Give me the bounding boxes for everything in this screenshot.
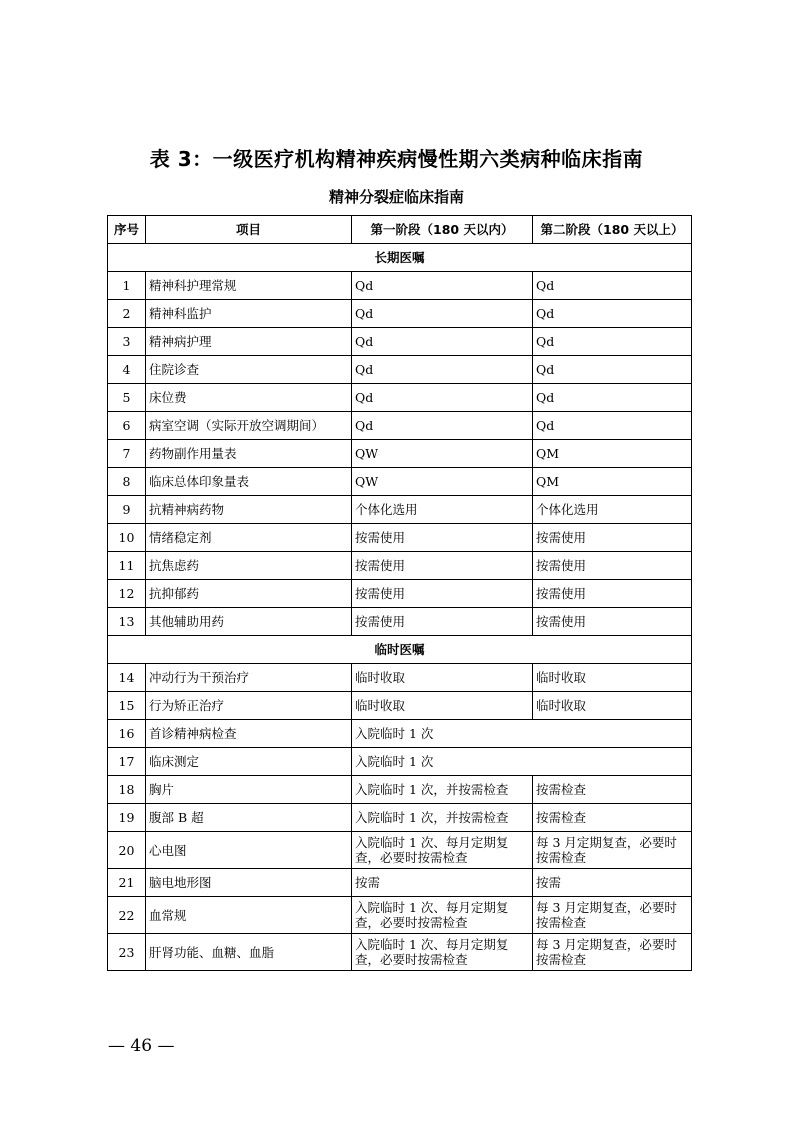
row-item: 精神病护理 [146, 328, 352, 356]
row-stage2: 按需使用 [533, 552, 692, 580]
table-row [108, 664, 692, 692]
row-stage2: 每 3 月定期复查，必要时按需检查 [533, 897, 692, 934]
row-stage1: 个体化选用 [352, 496, 533, 524]
row-stage1: 入院临时 1 次、每月定期复查，必要时按需检查 [352, 934, 533, 971]
table-row [108, 897, 692, 934]
row-number: 4 [108, 356, 146, 384]
row-item: 脑电地形图 [146, 869, 352, 897]
row-number: 18 [108, 776, 146, 804]
table-row [108, 468, 692, 496]
table-row [108, 720, 692, 748]
row-item: 抗抑郁药 [146, 580, 352, 608]
row-item: 临床测定 [146, 748, 352, 776]
row-number: 9 [108, 496, 146, 524]
table-header-row [108, 216, 692, 244]
row-item: 住院诊查 [146, 356, 352, 384]
row-stage1: 按需使用 [352, 608, 533, 636]
table-row [108, 524, 692, 552]
row-number: 7 [108, 440, 146, 468]
row-stage1: Qd [352, 272, 533, 300]
row-number: 23 [108, 934, 146, 971]
row-number: 15 [108, 692, 146, 720]
row-number: 3 [108, 328, 146, 356]
row-stage1: 按需使用 [352, 552, 533, 580]
row-stage2: 临时收取 [533, 692, 692, 720]
row-item: 病室空调（实际开放空调期间） [146, 412, 352, 440]
row-stage2: 按需 [533, 869, 692, 897]
row-stage1: 临时收取 [352, 692, 533, 720]
row-stage1: Qd [352, 356, 533, 384]
table-row [108, 412, 692, 440]
row-stage2: Qd [533, 384, 692, 412]
row-item: 腹部 B 超 [146, 804, 352, 832]
row-stage1: 入院临时 1 次，并按需检查 [352, 776, 533, 804]
row-number: 20 [108, 832, 146, 869]
table-row [108, 300, 692, 328]
table-row [108, 328, 692, 356]
row-item: 冲动行为干预治疗 [146, 664, 352, 692]
row-stage1: Qd [352, 412, 533, 440]
row-stage2: Qd [533, 356, 692, 384]
header-no: 序号 [108, 216, 146, 244]
section-row [108, 244, 692, 272]
table-row [108, 440, 692, 468]
row-stage2: QM [533, 468, 692, 496]
row-stage2: 按需使用 [533, 580, 692, 608]
page-title: 表 3：一级医疗机构精神疾病慢性期六类病种临床指南 [149, 147, 644, 171]
row-item: 肝肾功能、血糖、血脂 [146, 934, 352, 971]
row-item: 药物副作用量表 [146, 440, 352, 468]
row-stage1: 按需使用 [352, 524, 533, 552]
row-number: 13 [108, 608, 146, 636]
row-item: 行为矫正治疗 [146, 692, 352, 720]
row-item: 血常规 [146, 897, 352, 934]
table-row [108, 776, 692, 804]
table-row [108, 748, 692, 776]
row-item: 其他辅助用药 [146, 608, 352, 636]
table-row [108, 580, 692, 608]
row-stage2: Qd [533, 272, 692, 300]
row-stage2: QM [533, 440, 692, 468]
table-row [108, 869, 692, 897]
table-row [108, 272, 692, 300]
row-stage1: Qd [352, 384, 533, 412]
table-body [108, 244, 692, 971]
row-stage2: 按需使用 [533, 524, 692, 552]
row-item: 床位费 [146, 384, 352, 412]
header-stage1: 第一阶段（180 天以内） [352, 216, 533, 244]
row-stage2: 按需检查 [533, 776, 692, 804]
table-row [108, 552, 692, 580]
header-stage2: 第二阶段（180 天以上） [533, 216, 692, 244]
table-row [108, 832, 692, 869]
table-row [108, 496, 692, 524]
row-item: 抗焦虑药 [146, 552, 352, 580]
row-number: 14 [108, 664, 146, 692]
row-merged-stages: 入院临时 1 次 [352, 720, 692, 748]
row-stage2: 每 3 月定期复查，必要时按需检查 [533, 934, 692, 971]
row-stage1: 入院临时 1 次，并按需检查 [352, 804, 533, 832]
row-number: 8 [108, 468, 146, 496]
row-stage1: 按需 [352, 869, 533, 897]
table-subtitle: 精神分裂症临床指南 [328, 188, 464, 206]
row-item: 临床总体印象量表 [146, 468, 352, 496]
table-row [108, 384, 692, 412]
clinical-guide-table [107, 215, 692, 971]
row-number: 6 [108, 412, 146, 440]
row-stage2: Qd [533, 412, 692, 440]
row-stage1: 入院临时 1 次、每月定期复查，必要时按需检查 [352, 832, 533, 869]
table-row [108, 608, 692, 636]
row-stage1: 入院临时 1 次、每月定期复查，必要时按需检查 [352, 897, 533, 934]
row-item: 抗精神病药物 [146, 496, 352, 524]
row-item: 首诊精神病检查 [146, 720, 352, 748]
row-merged-stages: 入院临时 1 次 [352, 748, 692, 776]
row-number: 2 [108, 300, 146, 328]
table-row [108, 356, 692, 384]
row-item: 胸片 [146, 776, 352, 804]
row-number: 1 [108, 272, 146, 300]
row-item: 心电图 [146, 832, 352, 869]
row-item: 情绪稳定剂 [146, 524, 352, 552]
row-number: 16 [108, 720, 146, 748]
row-item: 精神科护理常规 [146, 272, 352, 300]
row-stage2: 按需使用 [533, 608, 692, 636]
row-stage1: 按需使用 [352, 580, 533, 608]
row-number: 22 [108, 897, 146, 934]
row-number: 19 [108, 804, 146, 832]
section-heading: 长期医嘱 [108, 244, 692, 272]
row-stage1: QW [352, 468, 533, 496]
table-row [108, 692, 692, 720]
header-item: 项目 [146, 216, 352, 244]
row-stage2: 临时收取 [533, 664, 692, 692]
table-row [108, 804, 692, 832]
row-stage2: 按需检查 [533, 804, 692, 832]
row-stage1: Qd [352, 328, 533, 356]
row-stage1: Qd [352, 300, 533, 328]
section-row [108, 636, 692, 664]
row-item: 精神科监护 [146, 300, 352, 328]
row-stage1: 临时收取 [352, 664, 533, 692]
row-number: 10 [108, 524, 146, 552]
row-stage1: QW [352, 440, 533, 468]
row-stage2: 个体化选用 [533, 496, 692, 524]
row-stage2: 每 3 月定期复查，必要时按需检查 [533, 832, 692, 869]
row-stage2: Qd [533, 328, 692, 356]
section-heading: 临时医嘱 [108, 636, 692, 664]
row-stage2: Qd [533, 300, 692, 328]
row-number: 21 [108, 869, 146, 897]
row-number: 5 [108, 384, 146, 412]
row-number: 12 [108, 580, 146, 608]
table-row [108, 934, 692, 971]
row-number: 11 [108, 552, 146, 580]
page-number: — 46 — [108, 1036, 175, 1056]
row-number: 17 [108, 748, 146, 776]
